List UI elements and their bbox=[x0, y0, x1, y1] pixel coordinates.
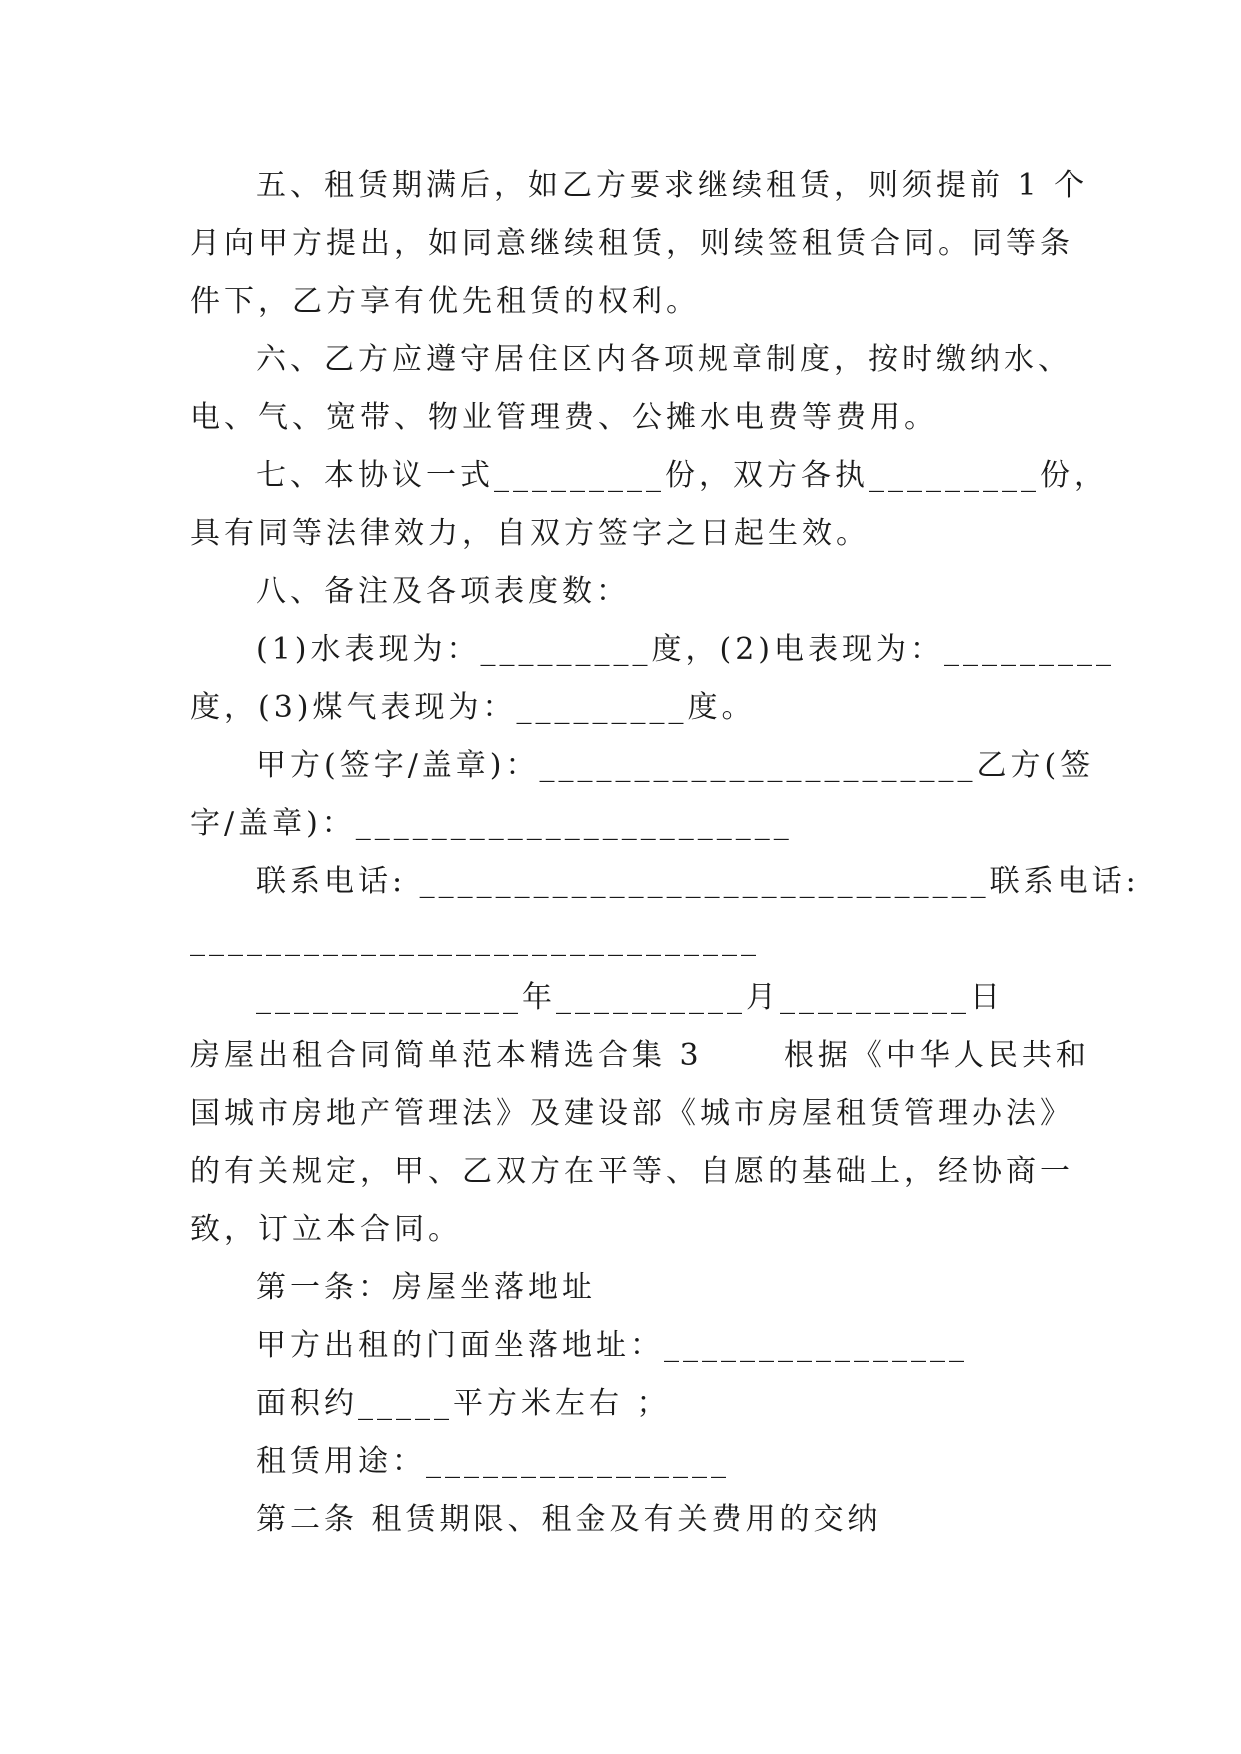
text-line: 致，订立本合同。 bbox=[190, 1212, 462, 1247]
text-line: 房屋出租合同简单范本精选合集 3 根据《中华人民共和 bbox=[190, 1038, 1090, 1073]
text-line: 字/盖章)：_______________________ bbox=[190, 806, 793, 841]
text-line: 甲方(签字/盖章)：_______________________乙方(签 bbox=[256, 748, 1095, 783]
text-line: 度，(3)煤气表现为：_________度。 bbox=[190, 690, 756, 725]
text-line: 租赁用途：________________ bbox=[256, 1444, 730, 1479]
text-line: 八、备注及各项表度数： bbox=[256, 574, 630, 609]
text-line: 六、乙方应遵守居住区内各项规章制度，按时缴纳水、 bbox=[256, 342, 1072, 377]
text-line: 国城市房地产管理法》及建设部《城市房屋租赁管理办法》 bbox=[190, 1096, 1074, 1131]
text-line: 第二条 租赁期限、租金及有关费用的交纳 bbox=[256, 1502, 882, 1537]
text-line: ______________________________ bbox=[190, 922, 760, 957]
text-line: 联系电话: ______________________________联系电话: bbox=[256, 864, 1140, 899]
text-line: 电、气、宽带、物业管理费、公摊水电费等费用。 bbox=[190, 400, 938, 435]
text-line: (1)水表现为：_________度，(2)电表现为：_________ bbox=[256, 632, 1115, 667]
text-line: 甲方出租的门面坐落地址：________________ bbox=[256, 1328, 968, 1363]
text-line: 第一条：房屋坐落地址 bbox=[256, 1270, 596, 1305]
text-line: 具有同等法律效力，自双方签字之日起生效。 bbox=[190, 516, 870, 551]
text-line: 的有关规定，甲、乙双方在平等、自愿的基础上，经协商一 bbox=[190, 1154, 1074, 1189]
text-line: 件下，乙方享有优先租赁的权利。 bbox=[190, 284, 700, 319]
text-line: 面积约_____平方米左右 ； bbox=[256, 1386, 671, 1421]
text-line: 月向甲方提出，如同意继续租赁，则续签租赁合同。同等条 bbox=[190, 226, 1074, 261]
text-line: 五、租赁期满后，如乙方要求继续租赁，则须提前 1 个 bbox=[256, 168, 1089, 203]
text-line: ______________年__________月__________日 bbox=[256, 980, 1004, 1015]
text-line: 七、本协议一式_________份，双方各执_________份， bbox=[256, 458, 1108, 493]
